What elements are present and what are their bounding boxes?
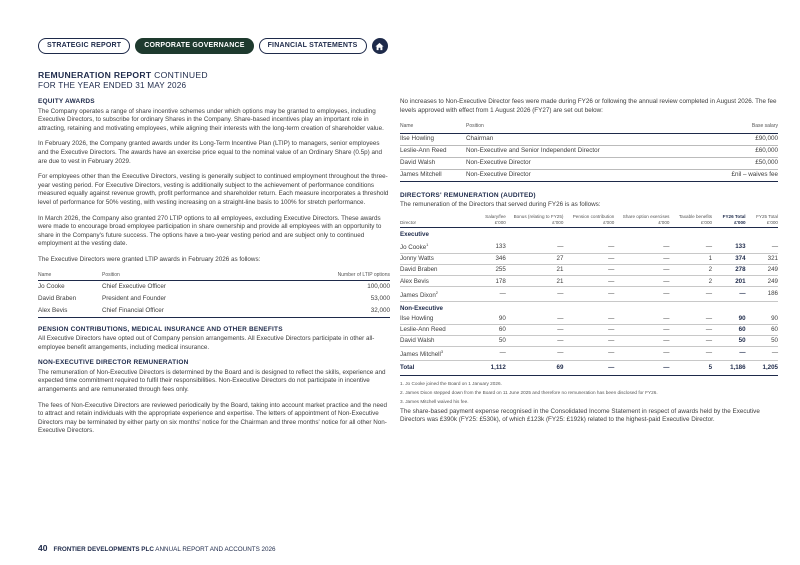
- fees-cell: Chairman: [466, 133, 697, 145]
- director-name-text: Ilse Howling: [400, 314, 434, 322]
- rem-cell: 90: [746, 313, 778, 324]
- left-column: [38, 98, 390, 443]
- director-name: [400, 265, 474, 276]
- fees-cell: Non-Executive and Senior Independent Director: [466, 145, 697, 157]
- home-button[interactable]: [372, 38, 388, 54]
- pension-para: All Executive Directors have opted out of Company pension arrangements. All Executive Directors participate in other all-employee benefit arrangements, including medical insurance.: [38, 335, 375, 351]
- rem-cell: 90: [712, 313, 745, 324]
- total-cell: 1,205: [746, 360, 778, 375]
- rem-cell: 346: [474, 254, 506, 265]
- footnote-ref: 2: [435, 289, 438, 295]
- director-name: [400, 254, 474, 265]
- footnote-ref: 1: [426, 242, 429, 248]
- rem-cell: —: [563, 265, 614, 276]
- fees-header-position: Position: [466, 123, 484, 130]
- ltip-cell: Alex Bevis: [38, 306, 68, 314]
- rem-cell: 2: [669, 276, 712, 287]
- rem-cell: —: [712, 346, 745, 360]
- director-name: [400, 276, 474, 287]
- group-label: Non-Executive: [400, 304, 443, 312]
- fees-cell: £60,000: [697, 145, 778, 157]
- table-row: [400, 335, 778, 346]
- rem-cell: 255: [474, 265, 506, 276]
- rem-cell: 50: [746, 335, 778, 346]
- total-cell: —: [614, 360, 669, 375]
- rem-cell: —: [563, 240, 614, 254]
- fees-cell: Ilse Howling: [400, 133, 466, 145]
- fees-header-salary: Base salary: [751, 123, 778, 130]
- rem-cell: —: [614, 324, 669, 335]
- rem-body: [400, 228, 778, 375]
- rem-cell: —: [712, 287, 745, 301]
- total-cell: Total: [400, 360, 474, 375]
- director-name-text: James Dixon: [400, 291, 436, 299]
- director-name: [400, 313, 474, 324]
- table-row: [400, 324, 778, 335]
- rem-cell: —: [506, 346, 564, 360]
- rem-cell: 321: [746, 254, 778, 265]
- total-cell: 1,112: [474, 360, 506, 375]
- footer-doc: ANNUAL REPORT AND ACCOUNTS 2026: [155, 546, 276, 553]
- pension-heading: PENSION CONTRIBUTIONS, MEDICAL INSURANCE AND OTHER BENEFITS: [38, 325, 283, 333]
- table-row: [400, 313, 778, 324]
- closing-para: The share-based payment expense recognised in the Consolidated Income Statement in respect of awards held by the Executive Directors was £390k (FY25: £530k), of which £123k (FY25: £192k) related to the highest-paid Executive Director.: [400, 407, 760, 424]
- rem-cell: 133: [712, 240, 745, 254]
- rem-cell: 249: [746, 265, 778, 276]
- table-row: [400, 254, 778, 265]
- rem-cell: —: [614, 240, 669, 254]
- table-row: [38, 293, 390, 305]
- page-title: [38, 70, 208, 80]
- table-row: [400, 265, 778, 276]
- rem-cell: —: [746, 240, 778, 254]
- page-title-suffix: CONTINUED: [154, 70, 208, 80]
- rem-cell: 2: [669, 265, 712, 276]
- equity-para-1: The Company operates a range of share incentive schemes under which options may be granted to employees, including Executive Directors, to subscribe for ordinary Shares in the Company. Share-based incentives play an important role in attracting, retaining and motivating employees, while aligning their interests with the long-term creation of shareholder value.: [38, 107, 384, 132]
- director-name-text: James Mitchell: [400, 350, 441, 358]
- equity-para-2: In February 2026, the Company granted awards under its Long-Term Incentive Plan (LTIP) to managers, senior employees and the Executive Directors. The awards have an exercise price equal to the nominal value of an Ordinary Share (0.5p) and are due to vest in February 2029.: [38, 140, 382, 165]
- remuneration-table: [400, 214, 778, 376]
- tab-financial-statements[interactable]: FINANCIAL STATEMENTS: [259, 38, 367, 54]
- rem-cell: —: [563, 313, 614, 324]
- rem-cell: —: [669, 324, 712, 335]
- table-row: [400, 157, 778, 169]
- fees-cell: Leslie-Ann Reed: [400, 145, 466, 157]
- page-header: [38, 70, 208, 90]
- ned-para-2: The fees of Non-Executive Directors are reviewed periodically by the Board, taking into account market practice and the need to attract and retain individuals with the appropriate experience and expertise. The letters of appointment of Non-Executive Directors may be terminated by either party on six months' notice for the Chairman and three months' notice for all other Non-Executive Directors.: [38, 401, 387, 435]
- ltip-cell: 32,000: [370, 306, 390, 314]
- fees-cell: £50,000: [697, 157, 778, 169]
- rem-cell: —: [614, 254, 669, 265]
- rem-header-salary: Salary/fee £'000: [485, 213, 506, 225]
- rem-cell: —: [563, 287, 614, 301]
- right-column: [400, 98, 778, 432]
- rem-cell: 1: [669, 254, 712, 265]
- ltip-cell: Jo Cooke: [38, 282, 65, 290]
- rem-cell: —: [506, 240, 564, 254]
- rem-cell: 249: [746, 276, 778, 287]
- rem-cell: 50: [474, 335, 506, 346]
- rem-cell: 21: [506, 276, 564, 287]
- rem-header-pension: Pension contribution £'000: [572, 213, 615, 225]
- rem-cell: —: [614, 276, 669, 287]
- tab-corporate-governance[interactable]: CORPORATE GOVERNANCE: [135, 38, 253, 54]
- equity-para-4: In March 2026, the Company also granted 270 LTIP options to all employees, excluding Executive Directors. These awards were made to encourage broad employee participation in share ownership and provide all employees with an opportunity to share in the Company's future success. The options have a two-year vesting period and are subject only to continued employment at the vesting date.: [38, 214, 382, 248]
- ltip-header-options: Number of LTIP options: [337, 271, 390, 278]
- rem-cell: —: [614, 335, 669, 346]
- home-icon: [375, 42, 384, 51]
- total-cell: —: [563, 360, 614, 375]
- ltip-cell: Chief Executive Officer: [102, 282, 166, 290]
- equity-para-3: For employees other than the Executive Directors, vesting is generally subject to continued employment throughout the three-year vesting period. For Executive Directors, vesting is additionally subject to the achievement of performance conditions measured equally against revenue growth, profit performance and shareholder return. Each measure incorporates a threshold level of performance for 50% vesting, with vesting increasing on a straight-line basis to 100% for stretch performance.: [38, 173, 389, 206]
- fees-header-name: Name: [400, 123, 414, 130]
- rem-header-share-option: Share option exercises £'000: [622, 213, 670, 225]
- ltip-cell: Chief Financial Officer: [102, 306, 164, 314]
- rem-cell: —: [669, 313, 712, 324]
- rem-cell: —: [506, 287, 564, 301]
- rem-header-fy25: FY25 Total £'000: [756, 213, 778, 225]
- director-name: [400, 335, 474, 346]
- rem-cell: —: [669, 335, 712, 346]
- ltip-table: [38, 272, 390, 318]
- rem-cell: —: [669, 240, 712, 254]
- fees-intro: No increases to Non-Executive Director fees were made during FY26 or following the annual review completed in August 2026. The fee levels approved with effect from 1 August 2026 (FY27) are set out below:: [400, 98, 777, 114]
- rem-cell: —: [669, 346, 712, 360]
- rem-cell: 374: [712, 254, 745, 265]
- director-name-text: Leslie-Ann Reed: [400, 325, 446, 333]
- total-cell: 1,186: [712, 360, 745, 375]
- ltip-cell: President and Founder: [102, 294, 167, 302]
- director-name: [400, 324, 474, 335]
- rem-cell: —: [614, 265, 669, 276]
- rem-cell: —: [746, 346, 778, 360]
- rem-header-fy26: FY26 Total £'000: [722, 213, 746, 225]
- table-row: [38, 305, 390, 318]
- director-name-text: David Walsh: [400, 336, 435, 344]
- rem-cell: 90: [474, 313, 506, 324]
- rem-cell: —: [614, 346, 669, 360]
- fees-cell: James Mitchell: [400, 169, 466, 181]
- total-row: [400, 360, 778, 375]
- rem-heading: DIRECTORS' REMUNERATION (AUDITED): [400, 191, 536, 199]
- rem-cell: 60: [712, 324, 745, 335]
- table-row: [400, 169, 778, 181]
- rem-header-benefits: Taxable benefits £'000: [678, 213, 713, 225]
- rem-cell: —: [563, 254, 614, 265]
- fees-cell: Non-Executive Director: [466, 157, 697, 169]
- rem-intro: The remuneration of the Directors that served during FY26 is as follows:: [400, 201, 601, 209]
- page-footer: [38, 543, 276, 553]
- fees-cell: David Walsh: [400, 157, 466, 169]
- rem-cell: —: [563, 335, 614, 346]
- ltip-cell: David Braben: [38, 294, 77, 302]
- director-name-text: Alex Bevis: [400, 277, 429, 285]
- rem-cell: —: [474, 287, 506, 301]
- rem-cell: —: [563, 276, 614, 287]
- rem-cell: 50: [712, 335, 745, 346]
- rem-cell: —: [506, 335, 564, 346]
- ltip-header-position: Position: [102, 271, 120, 278]
- rem-cell: —: [506, 313, 564, 324]
- footer-company: FRONTIER DEVELOPMENTS PLC: [53, 546, 154, 553]
- group-row: [400, 301, 778, 313]
- footnote-ref: 3: [440, 348, 444, 354]
- ltip-cell: 53,000: [370, 294, 390, 302]
- footnotes: [400, 381, 778, 405]
- tab-strategic-report[interactable]: STRATEGIC REPORT: [38, 38, 130, 54]
- rem-cell: —: [614, 287, 669, 301]
- table-row: [400, 133, 778, 145]
- director-name: [400, 240, 474, 254]
- rem-cell: 60: [474, 324, 506, 335]
- ltip-cell: 100,000: [367, 282, 390, 290]
- table-row: [400, 276, 778, 287]
- table-row: [400, 240, 778, 254]
- rem-cell: —: [506, 324, 564, 335]
- rem-header-director: Director: [400, 219, 417, 225]
- table-row: [400, 145, 778, 157]
- section-nav: [38, 38, 388, 54]
- group-row: [400, 228, 778, 240]
- group-label: Executive: [400, 231, 429, 239]
- page-number: 40: [38, 543, 48, 553]
- rem-cell: 186: [746, 287, 778, 301]
- director-name-text: Jo Cooke: [400, 244, 427, 252]
- page-title-text: REMUNERATION REPORT: [38, 70, 152, 80]
- rem-cell: —: [669, 287, 712, 301]
- equity-para-5: The Executive Directors were granted LTIP awards in February 2026 as follows:: [38, 255, 261, 263]
- footnote-3: 3. James Mitchell waived his fee.: [400, 398, 469, 404]
- rem-cell: 60: [746, 324, 778, 335]
- rem-cell: 178: [474, 276, 506, 287]
- ned-para-1: The remuneration of Non-Executive Directors is determined by the Board and is designed to reflect the skills, experience and expected time commitment required to fulfil their responsibilities. Non-Executive Directors do not participate in incentive arrangements and are remunerated through fees only.: [38, 368, 386, 394]
- director-name-text: Jonny Watts: [400, 255, 434, 263]
- rem-cell: —: [563, 346, 614, 360]
- fees-cell: £nil – waives fee: [697, 169, 778, 181]
- rem-cell: 201: [712, 276, 745, 287]
- rem-cell: —: [474, 346, 506, 360]
- table-row: [400, 346, 778, 360]
- equity-heading: EQUITY AWARDS: [38, 98, 95, 105]
- rem-cell: 21: [506, 265, 564, 276]
- fees-cell: Non-Executive Director: [466, 169, 697, 181]
- rem-header-bonus: Bonus (relating to FY25) £'000: [513, 213, 564, 225]
- table-row: [400, 287, 778, 301]
- rem-cell: 27: [506, 254, 564, 265]
- rem-cell: —: [563, 324, 614, 335]
- fees-cell: £90,000: [697, 133, 778, 145]
- page-subtitle: FOR THE YEAR ENDED 31 MAY 2026: [38, 81, 187, 90]
- rem-cell: 278: [712, 265, 745, 276]
- rem-cell: 133: [474, 240, 506, 254]
- total-cell: 5: [669, 360, 712, 375]
- ned-heading: NON-EXECUTIVE DIRECTOR REMUNERATION: [38, 359, 189, 367]
- ltip-header-name: Name: [38, 271, 52, 278]
- director-name-text: David Braben: [400, 266, 438, 274]
- footnote-2: 2. James Dixon stepped down from the Board on 11 June 2025 and therefore no remuneration has been disclosed for FY26.: [400, 389, 658, 395]
- ned-fees-table: [400, 122, 778, 182]
- director-name: [400, 287, 474, 301]
- rem-cell: —: [614, 313, 669, 324]
- total-cell: 69: [506, 360, 564, 375]
- footnote-1: 1. Jo Cooke joined the Board on 1 January 2026.: [400, 380, 502, 386]
- director-name: [400, 346, 474, 360]
- table-row: [38, 280, 390, 293]
